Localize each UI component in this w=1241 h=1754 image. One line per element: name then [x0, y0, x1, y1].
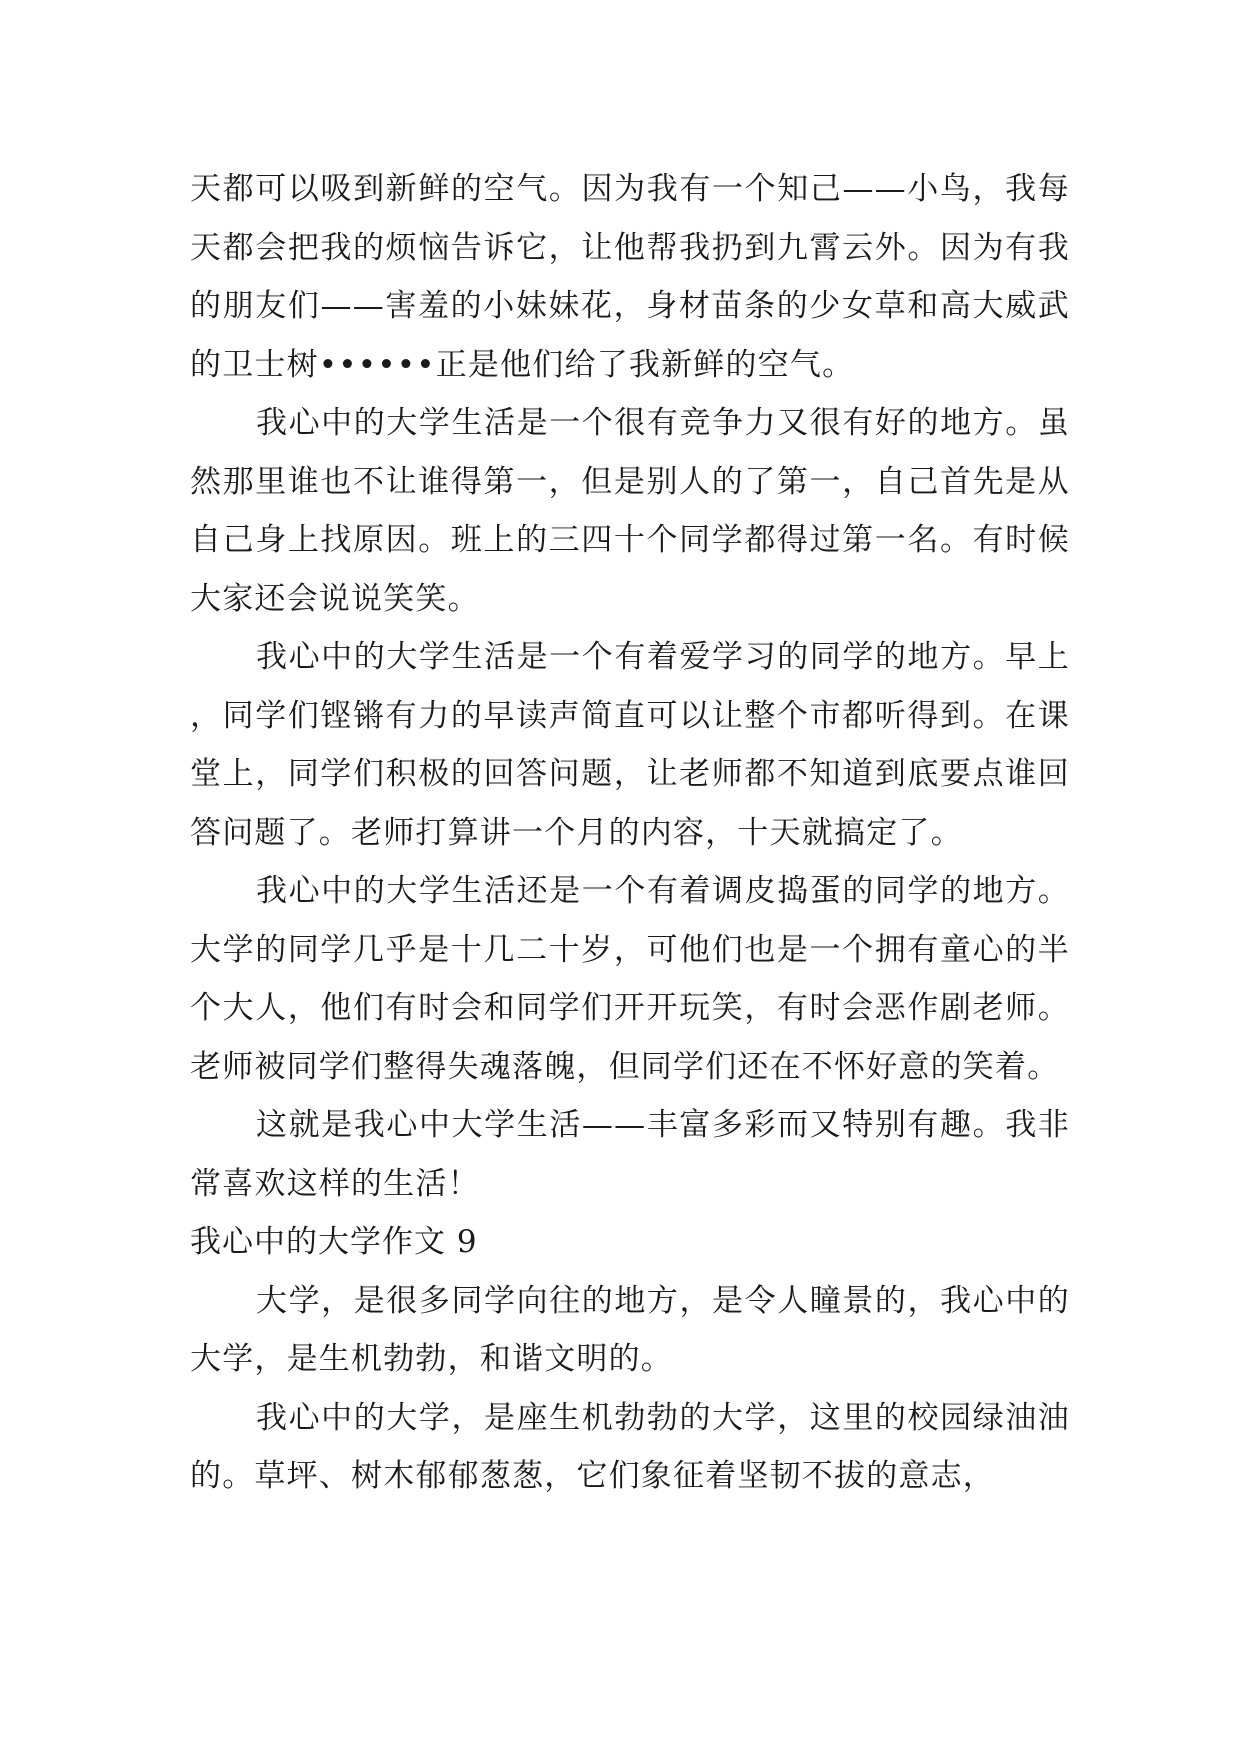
paragraph-intro: 大学，是很多同学向往的地方，是令人瞳景的，我心中的大学，是生机勃勃，和谐文明的。: [190, 1282, 1070, 1377]
paragraph-campus: 我心中的大学，是座生机勃勃的大学，这里的校园绿油油的。草坪、树木郁郁葱葱，它们象征着坚韧不拔的意志，: [190, 1399, 1070, 1494]
paragraph-continued: 天都可以吸到新鲜的空气。因为我有一个知己——小鸟，我每天都会把我的烦恼告诉它，让他帮我扔到九霄云外。因为有我的朋友们——害羞的小妹妹花，身材苗条的少女草和高大威武的卫士树••••••正是他们给了我新鲜的空气。: [190, 171, 1070, 383]
essay-body: [190, 160, 1070, 1506]
paragraph-competition: 我心中的大学生活是一个很有竞争力又很有好的地方。虽然那里谁也不让谁得第一，但是别人的了第一，自己首先是从自己身上找原因。班上的三四十个同学都得过第一名。有时候大家还会说说笑笑。: [190, 405, 1070, 617]
paragraph-naughty: 我心中的大学生活还是一个有着调皮捣蛋的同学的地方。大学的同学几乎是十几二十岁，可他们也是一个拥有童心的半个大人，他们有时会和同学们开开玩笑，有时会恶作剧老师。老师被同学们整得失魂落魄，但同学们还在不怀好意的笑着。: [190, 873, 1070, 1085]
essay-title: 我心中的大学作文 9: [190, 1224, 478, 1260]
paragraph-conclusion: 这就是我心中大学生活——丰富多彩而又特别有趣。我非常喜欢这样的生活！: [190, 1107, 1070, 1202]
paragraph-study: 我心中的大学生活是一个有着爱学习的同学的地方。早上，同学们铿锵有力的早读声简直可以让整个市都听得到。在课堂上，同学们积极的回答问题，让老师都不知道到底要点谁回答问题了。老师打算讲一个月的内容，十天就搞定了。: [190, 639, 1070, 851]
